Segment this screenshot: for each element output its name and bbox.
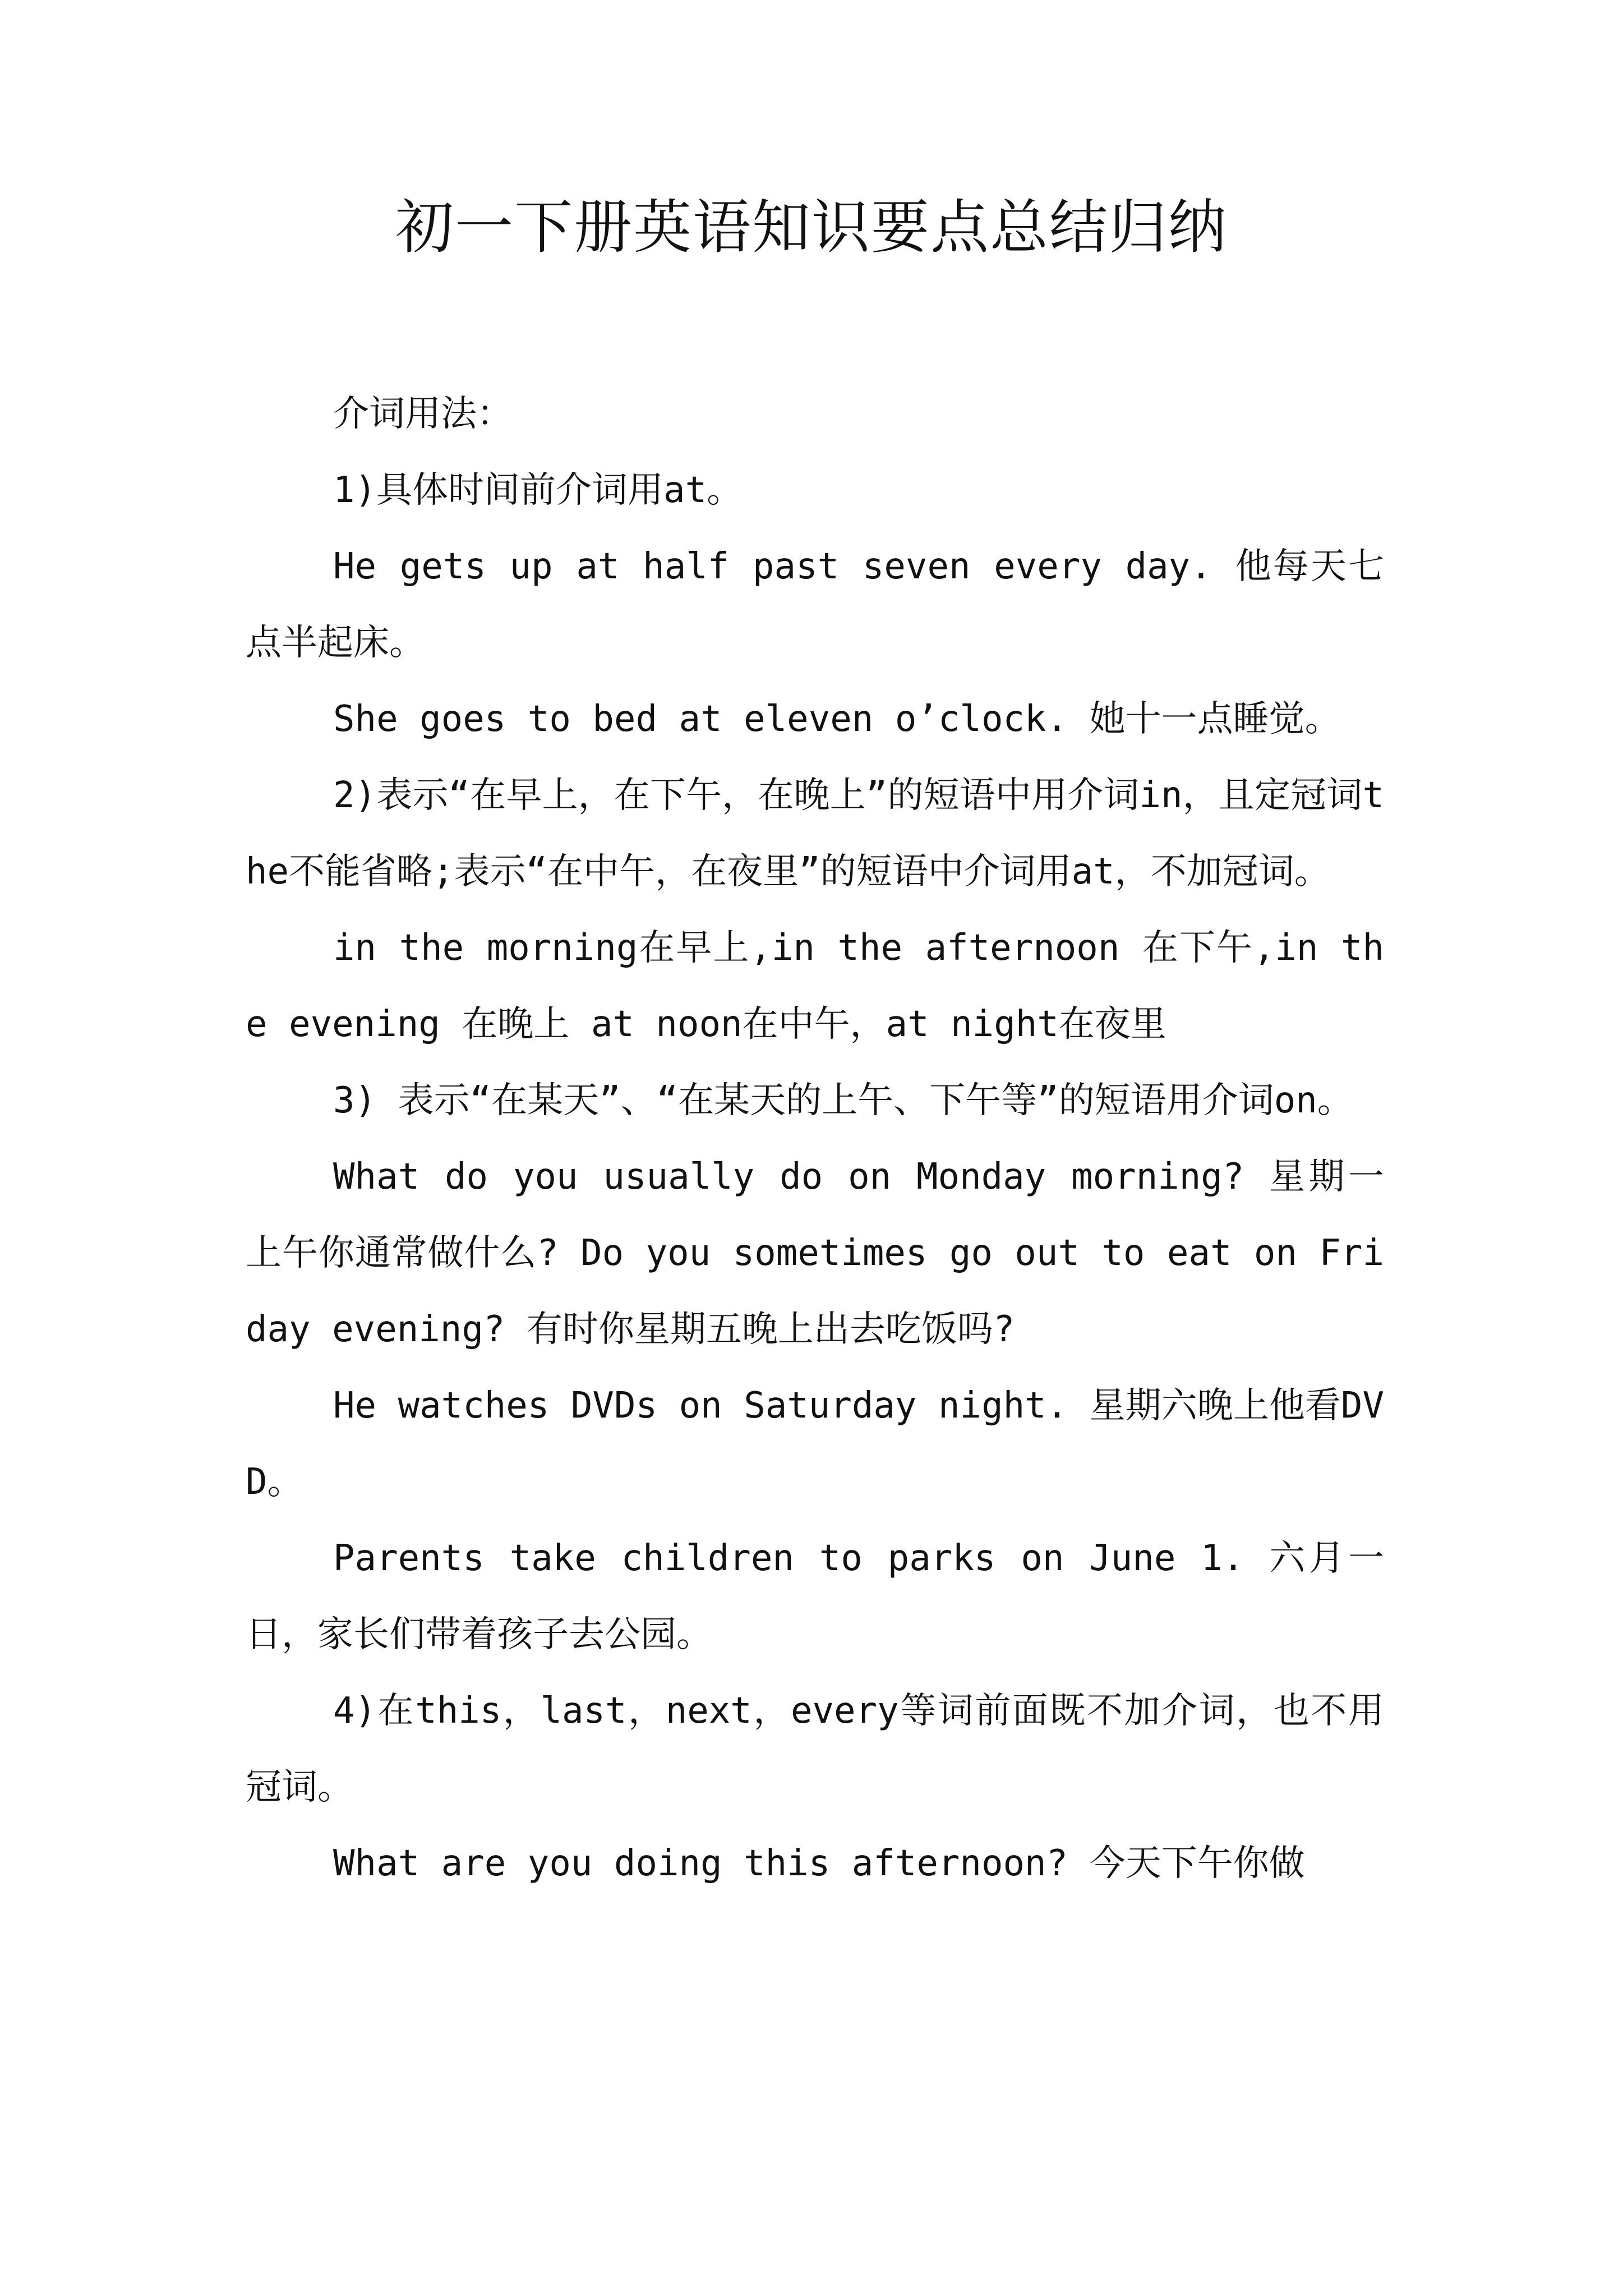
paragraph-example-2: in the morning在早上,in the afternoon 在下午,in the evening 在晚上 at noon在中午，at night在夜里	[246, 927, 1384, 1045]
paragraph-example-3a: What do you usually do on Monday morning? 星期一上午你通常做什么? Do you sometimes go out to eat on Friday evening? 有时你星期五晚上出去吃饭吗?	[246, 1156, 1384, 1350]
paragraph-preposition-usage: 介词用法：	[333, 393, 513, 435]
document-body	[246, 376, 1384, 1902]
paragraph-example-4: What are you doing this afternoon? 今天下午你做	[333, 1843, 1305, 1884]
paragraph-example-3c: Parents take children to parks on June 1. 六月一日，家长们带着孩子去公园。	[246, 1538, 1384, 1655]
paragraph-rule-2: 2)表示“在早上，在下午，在晚上”的短语中用介词in，且定冠词the不能省略;表示“在中午，在夜里”的短语中介词用at，不加冠词。	[246, 775, 1384, 892]
paragraph-rule-3: 3) 表示“在某天”、“在某天的上午、下午等”的短语用介词on。	[333, 1080, 1353, 1121]
paragraph-example-1a: He gets up at half past seven every day. 他每天七点半起床。	[246, 546, 1384, 664]
paragraph-example-1b: She goes to bed at eleven o’clock. 她十一点睡觉。	[333, 698, 1341, 740]
paragraph-rule-1: 1)具体时间前介词用at。	[333, 470, 743, 511]
paragraph-example-3b: He watches DVDs on Saturday night. 星期六晚上他看DVD。	[246, 1385, 1384, 1503]
paragraph-rule-4: 4)在this，last，next，every等词前面既不加介词，也不用冠词。	[246, 1690, 1384, 1808]
document-title: 初一下册英语知识要点总结归纳	[395, 193, 1228, 261]
